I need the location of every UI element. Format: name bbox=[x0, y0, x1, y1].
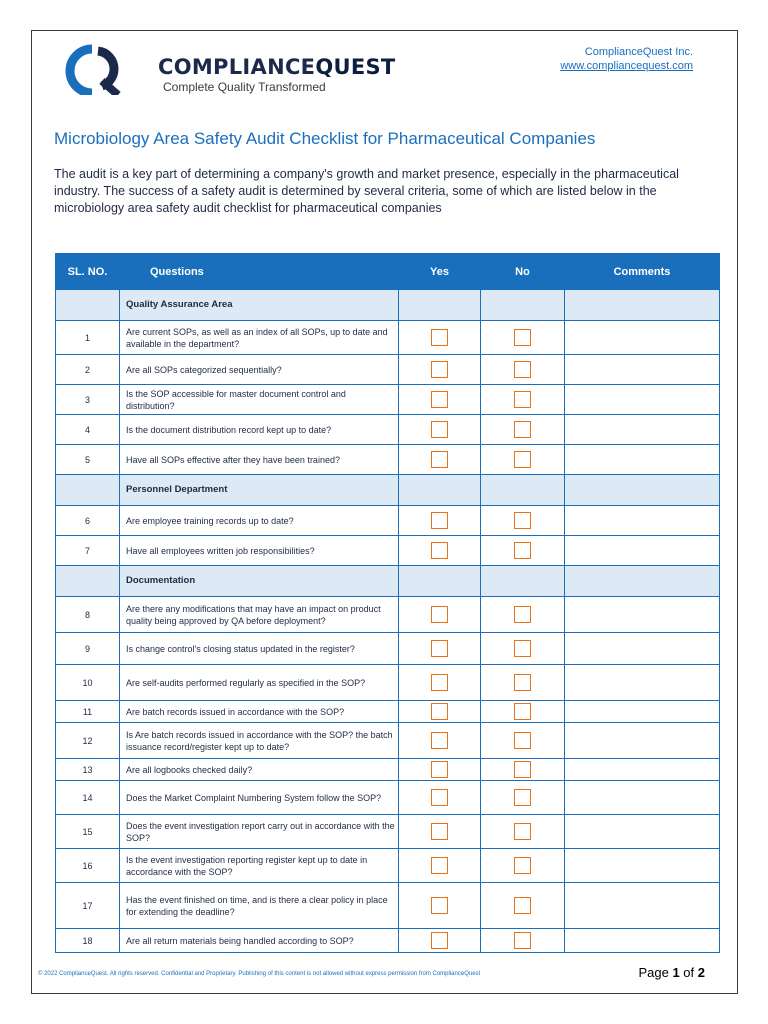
no-checkbox[interactable] bbox=[514, 932, 531, 949]
header-sl-no: SL. NO. bbox=[56, 254, 120, 290]
no-checkbox[interactable] bbox=[514, 857, 531, 874]
question-text: Have all employees written job responsibilities? bbox=[120, 536, 399, 566]
row-number: 1 bbox=[56, 321, 120, 355]
section-no-cell bbox=[56, 475, 120, 506]
no-cell bbox=[481, 781, 565, 815]
no-checkbox[interactable] bbox=[514, 451, 531, 468]
row-number: 8 bbox=[56, 597, 120, 633]
no-cell bbox=[481, 355, 565, 385]
section-row bbox=[56, 566, 720, 597]
yes-checkbox[interactable] bbox=[431, 542, 448, 559]
comments-cell[interactable] bbox=[565, 849, 720, 883]
comments-cell[interactable] bbox=[565, 665, 720, 701]
question-row bbox=[56, 321, 720, 355]
comments-cell[interactable] bbox=[565, 633, 720, 665]
yes-checkbox[interactable] bbox=[431, 361, 448, 378]
logo-mark-icon bbox=[62, 43, 126, 95]
yes-checkbox[interactable] bbox=[431, 703, 448, 720]
question-text: Are there any modifications that may have an impact on product quality being approved by QA before deployment? bbox=[120, 597, 399, 633]
question-text: Are all logbooks checked daily? bbox=[120, 759, 399, 781]
header-questions: Questions bbox=[120, 254, 399, 290]
page-total: 2 bbox=[697, 965, 705, 980]
comments-cell[interactable] bbox=[565, 321, 720, 355]
comments-cell[interactable] bbox=[565, 536, 720, 566]
no-checkbox[interactable] bbox=[514, 542, 531, 559]
row-number: 16 bbox=[56, 849, 120, 883]
page-title: Microbiology Area Safety Audit Checklist for Pharmaceutical Companies bbox=[54, 129, 596, 148]
row-number: 13 bbox=[56, 759, 120, 781]
yes-checkbox[interactable] bbox=[431, 761, 448, 778]
section-no-cell bbox=[56, 566, 120, 597]
yes-checkbox[interactable] bbox=[431, 732, 448, 749]
brand-name-part2: QUEST bbox=[315, 55, 396, 79]
yes-checkbox[interactable] bbox=[431, 823, 448, 840]
no-cell bbox=[481, 633, 565, 665]
yes-cell bbox=[399, 321, 481, 355]
question-text: Does the Market Complaint Numbering System follow the SOP? bbox=[120, 781, 399, 815]
yes-cell bbox=[399, 385, 481, 415]
document-page bbox=[31, 30, 738, 994]
no-cell bbox=[481, 849, 565, 883]
question-row bbox=[56, 883, 720, 929]
row-number: 4 bbox=[56, 415, 120, 445]
no-cell bbox=[481, 536, 565, 566]
no-cell bbox=[481, 385, 565, 415]
comments-cell[interactable] bbox=[565, 506, 720, 536]
no-checkbox[interactable] bbox=[514, 640, 531, 657]
header-no: No bbox=[481, 254, 565, 290]
question-text: Is the document distribution record kept up to date? bbox=[120, 415, 399, 445]
question-row bbox=[56, 597, 720, 633]
question-text: Are current SOPs, as well as an index of all SOPs, up to date and available in the department? bbox=[120, 321, 399, 355]
company-url-link[interactable]: www.compliancequest.com bbox=[560, 60, 693, 72]
question-text: Does the event investigation report carry out in accordance with the SOP? bbox=[120, 815, 399, 849]
question-row bbox=[56, 701, 720, 723]
no-cell bbox=[481, 415, 565, 445]
no-checkbox[interactable] bbox=[514, 732, 531, 749]
question-row bbox=[56, 723, 720, 759]
question-text: Are employee training records up to date? bbox=[120, 506, 399, 536]
no-cell bbox=[481, 321, 565, 355]
yes-cell bbox=[399, 665, 481, 701]
yes-checkbox[interactable] bbox=[431, 789, 448, 806]
question-row bbox=[56, 536, 720, 566]
yes-checkbox[interactable] bbox=[431, 857, 448, 874]
section-no-cell bbox=[56, 290, 120, 321]
question-text: Are self-audits performed regularly as specified in the SOP? bbox=[120, 665, 399, 701]
no-checkbox[interactable] bbox=[514, 897, 531, 914]
section-empty-cell bbox=[565, 290, 720, 321]
question-text: Are all SOPs categorized sequentially? bbox=[120, 355, 399, 385]
yes-cell bbox=[399, 415, 481, 445]
no-checkbox[interactable] bbox=[514, 823, 531, 840]
row-number: 6 bbox=[56, 506, 120, 536]
section-empty-cell bbox=[565, 566, 720, 597]
question-text: Are all return materials being handled according to SOP? bbox=[120, 929, 399, 953]
section-title: Personnel Department bbox=[120, 475, 399, 506]
question-row bbox=[56, 759, 720, 781]
row-number: 14 bbox=[56, 781, 120, 815]
yes-cell bbox=[399, 723, 481, 759]
row-number: 2 bbox=[56, 355, 120, 385]
table-header-row bbox=[56, 254, 720, 290]
question-row bbox=[56, 506, 720, 536]
row-number: 15 bbox=[56, 815, 120, 849]
comments-cell[interactable] bbox=[565, 445, 720, 475]
yes-checkbox[interactable] bbox=[431, 421, 448, 438]
yes-checkbox[interactable] bbox=[431, 606, 448, 623]
no-cell bbox=[481, 506, 565, 536]
comments-cell[interactable] bbox=[565, 723, 720, 759]
section-title: Documentation bbox=[120, 566, 399, 597]
brand-name-part1: COMPLIANCE bbox=[158, 55, 316, 79]
yes-cell bbox=[399, 633, 481, 665]
footer-copyright: © 2022 ComplianceQuest. All rights reserved. Confidential and Proprietary. Publishing of this content is not allowed without express permission from ComplianceQuest bbox=[38, 971, 481, 977]
section-empty-cell bbox=[399, 475, 481, 506]
comments-cell[interactable] bbox=[565, 415, 720, 445]
question-text: Have all SOPs effective after they have been trained? bbox=[120, 445, 399, 475]
no-checkbox[interactable] bbox=[514, 674, 531, 691]
comments-cell[interactable] bbox=[565, 929, 720, 953]
no-checkbox[interactable] bbox=[514, 391, 531, 408]
comments-cell[interactable] bbox=[565, 815, 720, 849]
comments-cell[interactable] bbox=[565, 759, 720, 781]
no-cell bbox=[481, 723, 565, 759]
row-number: 12 bbox=[56, 723, 120, 759]
section-empty-cell bbox=[565, 475, 720, 506]
no-cell bbox=[481, 701, 565, 723]
question-text: Are batch records issued in accordance with the SOP? bbox=[120, 701, 399, 723]
yes-cell bbox=[399, 536, 481, 566]
question-text: Is Are batch records issued in accordance with the SOP? the batch issuance record/register kept up to date? bbox=[120, 723, 399, 759]
no-cell bbox=[481, 597, 565, 633]
section-row bbox=[56, 475, 720, 506]
section-row bbox=[56, 290, 720, 321]
yes-checkbox[interactable] bbox=[431, 391, 448, 408]
no-cell bbox=[481, 883, 565, 929]
row-number: 5 bbox=[56, 445, 120, 475]
yes-cell bbox=[399, 355, 481, 385]
question-text: Has the event finished on time, and is there a clear policy in place for extending the deadline? bbox=[120, 883, 399, 929]
audit-checklist-table bbox=[55, 253, 720, 953]
yes-cell bbox=[399, 815, 481, 849]
page-current: 1 bbox=[672, 965, 680, 980]
no-cell bbox=[481, 929, 565, 953]
yes-checkbox[interactable] bbox=[431, 640, 448, 657]
brand-name bbox=[158, 55, 396, 79]
yes-cell bbox=[399, 883, 481, 929]
comments-cell[interactable] bbox=[565, 883, 720, 929]
no-cell bbox=[481, 665, 565, 701]
yes-cell bbox=[399, 597, 481, 633]
comments-cell[interactable] bbox=[565, 781, 720, 815]
section-empty-cell bbox=[481, 290, 565, 321]
no-checkbox[interactable] bbox=[514, 606, 531, 623]
row-number: 17 bbox=[56, 883, 120, 929]
row-number: 3 bbox=[56, 385, 120, 415]
question-text: Is the event investigation reporting register kept up to date in accordance with the SOP? bbox=[120, 849, 399, 883]
no-checkbox[interactable] bbox=[514, 329, 531, 346]
yes-checkbox[interactable] bbox=[431, 512, 448, 529]
question-row bbox=[56, 385, 720, 415]
comments-cell[interactable] bbox=[565, 597, 720, 633]
no-checkbox[interactable] bbox=[514, 512, 531, 529]
page-of: of bbox=[679, 965, 698, 980]
page-prefix: Page bbox=[638, 965, 673, 980]
yes-checkbox[interactable] bbox=[431, 897, 448, 914]
yes-cell bbox=[399, 701, 481, 723]
question-text: Is the SOP accessible for master document control and distribution? bbox=[120, 385, 399, 415]
company-info bbox=[560, 45, 693, 73]
yes-checkbox[interactable] bbox=[431, 451, 448, 468]
comments-cell[interactable] bbox=[565, 701, 720, 723]
row-number: 18 bbox=[56, 929, 120, 953]
no-cell bbox=[481, 815, 565, 849]
yes-cell bbox=[399, 759, 481, 781]
section-empty-cell bbox=[399, 290, 481, 321]
question-row bbox=[56, 415, 720, 445]
question-row bbox=[56, 781, 720, 815]
question-row bbox=[56, 355, 720, 385]
no-cell bbox=[481, 759, 565, 781]
company-logo bbox=[62, 41, 396, 101]
yes-cell bbox=[399, 849, 481, 883]
comments-cell[interactable] bbox=[565, 385, 720, 415]
no-checkbox[interactable] bbox=[514, 761, 531, 778]
row-number: 11 bbox=[56, 701, 120, 723]
section-empty-cell bbox=[399, 566, 481, 597]
yes-cell bbox=[399, 781, 481, 815]
no-checkbox[interactable] bbox=[514, 703, 531, 720]
yes-checkbox[interactable] bbox=[431, 329, 448, 346]
row-number: 7 bbox=[56, 536, 120, 566]
question-row bbox=[56, 815, 720, 849]
comments-cell[interactable] bbox=[565, 355, 720, 385]
section-empty-cell bbox=[481, 475, 565, 506]
question-row bbox=[56, 849, 720, 883]
brand-tagline: Complete Quality Transformed bbox=[163, 80, 326, 94]
row-number: 9 bbox=[56, 633, 120, 665]
question-row bbox=[56, 445, 720, 475]
question-row bbox=[56, 633, 720, 665]
question-text: Is change control's closing status updated in the register? bbox=[120, 633, 399, 665]
header-comments: Comments bbox=[565, 254, 720, 290]
page-number bbox=[638, 965, 705, 980]
no-checkbox[interactable] bbox=[514, 789, 531, 806]
yes-cell bbox=[399, 929, 481, 953]
question-row bbox=[56, 929, 720, 953]
yes-cell bbox=[399, 445, 481, 475]
section-title: Quality Assurance Area bbox=[120, 290, 399, 321]
yes-checkbox[interactable] bbox=[431, 932, 448, 949]
header-yes: Yes bbox=[399, 254, 481, 290]
no-checkbox[interactable] bbox=[514, 421, 531, 438]
section-empty-cell bbox=[481, 566, 565, 597]
question-row bbox=[56, 665, 720, 701]
company-name: ComplianceQuest Inc. bbox=[584, 46, 693, 58]
yes-cell bbox=[399, 506, 481, 536]
no-cell bbox=[481, 445, 565, 475]
row-number: 10 bbox=[56, 665, 120, 701]
no-checkbox[interactable] bbox=[514, 361, 531, 378]
yes-checkbox[interactable] bbox=[431, 674, 448, 691]
intro-paragraph: The audit is a key part of determining a company's growth and market presence, especially in the pharmaceutical industry. The success of a safety audit is determined by several criteria, some of which are listed below in the microbiology area safety audit checklist for pharmaceutical companies bbox=[54, 167, 679, 215]
